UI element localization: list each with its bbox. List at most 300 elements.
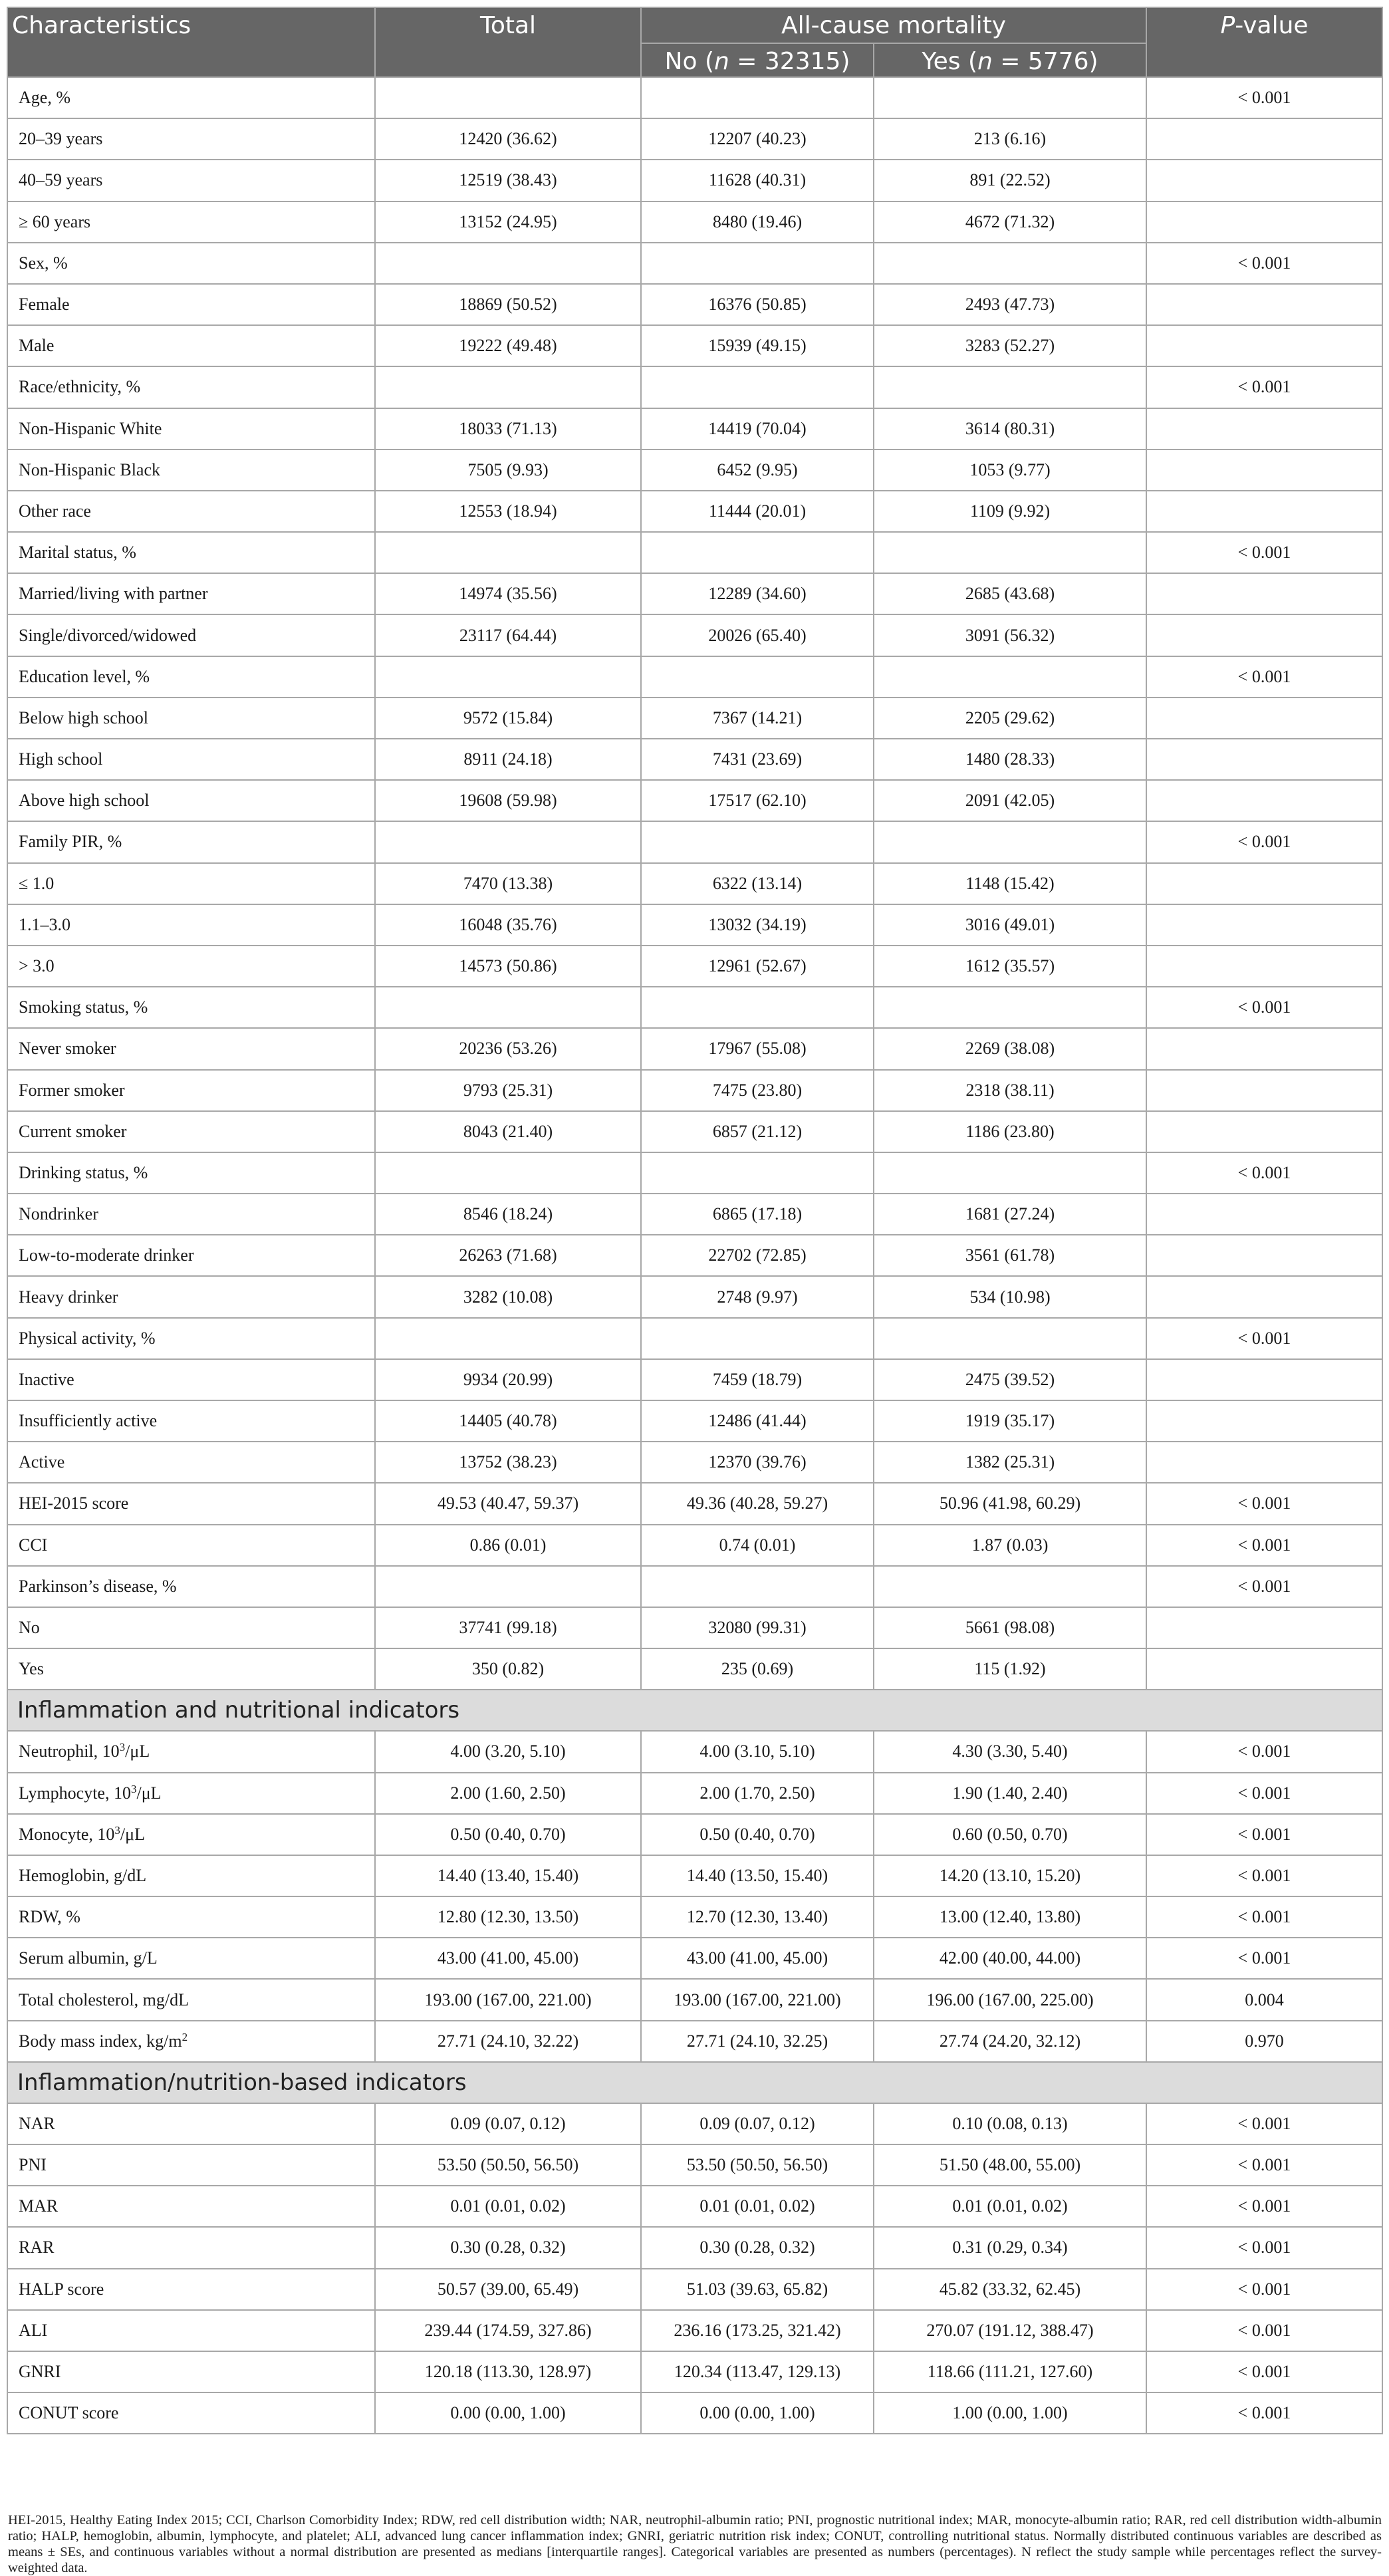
cell-total: 13752 (38.23) bbox=[375, 1442, 641, 1483]
table-row bbox=[7, 1318, 1382, 1359]
table-row bbox=[7, 1276, 1382, 1317]
cell-p-value: < 0.001 bbox=[1146, 2392, 1382, 2434]
cell-no bbox=[641, 1152, 874, 1194]
header-all-cause-mortality: All-cause mortality bbox=[641, 7, 1146, 43]
table-body-based-indicators bbox=[7, 2103, 1382, 2434]
cell-no: 2748 (9.97) bbox=[641, 1276, 874, 1317]
cell-no: 0.30 (0.28, 0.32) bbox=[641, 2227, 874, 2268]
table-row bbox=[7, 1979, 1382, 2020]
cell-total: 350 (0.82) bbox=[375, 1648, 641, 1690]
cell-yes: 1053 (9.77) bbox=[874, 450, 1146, 491]
row-label: PNI bbox=[7, 2144, 375, 2186]
cell-total: 12519 (38.43) bbox=[375, 160, 641, 201]
cell-yes: 1681 (27.24) bbox=[874, 1194, 1146, 1235]
row-label: CONUT score bbox=[7, 2392, 375, 2434]
cell-yes bbox=[874, 987, 1146, 1028]
cell-p-value: < 0.001 bbox=[1146, 2269, 1382, 2310]
cell-yes: 196.00 (167.00, 225.00) bbox=[874, 1979, 1146, 2020]
row-label: Body mass index, $kg/m^2$ bbox=[7, 2021, 375, 2062]
cell-p-value: < 0.001 bbox=[1146, 1855, 1382, 1896]
cell-yes: 5661 (98.08) bbox=[874, 1607, 1146, 1648]
header-total: Total bbox=[375, 7, 641, 77]
row-label: Monocyte, $10^3/\mu L$ bbox=[7, 1814, 375, 1855]
cell-total bbox=[375, 532, 641, 573]
cell-yes: 118.66 (111.21, 127.60) bbox=[874, 2351, 1146, 2392]
table-row bbox=[7, 863, 1382, 904]
table-row bbox=[7, 1648, 1382, 1690]
row-label: Total cholesterol, mg/dL bbox=[7, 1979, 375, 2020]
cell-p-value: < 0.001 bbox=[1146, 987, 1382, 1028]
cell-p-value bbox=[1146, 863, 1382, 904]
cell-yes: 1109 (9.92) bbox=[874, 491, 1146, 532]
cell-total: 50.57 (39.00, 65.49) bbox=[375, 2269, 641, 2310]
table-row bbox=[7, 408, 1382, 450]
row-label: Inactive bbox=[7, 1359, 375, 1400]
cell-p-value: < 0.001 bbox=[1146, 2144, 1382, 2186]
cell-no: 27.71 (24.10, 32.25) bbox=[641, 2021, 874, 2062]
table-row bbox=[7, 118, 1382, 160]
cell-p-value: < 0.001 bbox=[1146, 1773, 1382, 1814]
row-label: Drinking status, % bbox=[7, 1152, 375, 1194]
row-label: Active bbox=[7, 1442, 375, 1483]
table-row bbox=[7, 450, 1382, 491]
cell-total: 0.30 (0.28, 0.32) bbox=[375, 2227, 641, 2268]
cell-no: 193.00 (167.00, 221.00) bbox=[641, 1979, 874, 2020]
cell-total: 12553 (18.94) bbox=[375, 491, 641, 532]
cell-total: 19608 (59.98) bbox=[375, 780, 641, 821]
header-yes: Yes (n = 5776) bbox=[874, 43, 1146, 77]
table-body-inflammation bbox=[7, 1690, 1382, 1731]
cell-yes: 1919 (35.17) bbox=[874, 1400, 1146, 1442]
cell-p-value bbox=[1146, 118, 1382, 160]
table-row bbox=[7, 656, 1382, 698]
cell-yes: 1148 (15.42) bbox=[874, 863, 1146, 904]
cell-total: 27.71 (24.10, 32.22) bbox=[375, 2021, 641, 2062]
cell-total bbox=[375, 987, 641, 1028]
row-label: Above high school bbox=[7, 780, 375, 821]
cell-total: 19222 (49.48) bbox=[375, 325, 641, 366]
cell-yes: 2269 (38.08) bbox=[874, 1028, 1146, 1069]
cell-no bbox=[641, 656, 874, 698]
cell-no: 0.09 (0.07, 0.12) bbox=[641, 2103, 874, 2144]
cell-p-value bbox=[1146, 573, 1382, 614]
cell-total bbox=[375, 1318, 641, 1359]
table-row bbox=[7, 1731, 1382, 1772]
cell-p-value bbox=[1146, 1648, 1382, 1690]
characteristics-table bbox=[7, 7, 1383, 2434]
cell-no: 12961 (52.67) bbox=[641, 946, 874, 987]
cell-no: 12370 (39.76) bbox=[641, 1442, 874, 1483]
cell-no bbox=[641, 532, 874, 573]
row-label: > 3.0 bbox=[7, 946, 375, 987]
cell-p-value: < 0.001 bbox=[1146, 1896, 1382, 1938]
cell-no: 235 (0.69) bbox=[641, 1648, 874, 1690]
cell-p-value: < 0.001 bbox=[1146, 1938, 1382, 1979]
table-row bbox=[7, 987, 1382, 1028]
cell-total: 0.00 (0.00, 1.00) bbox=[375, 2392, 641, 2434]
cell-no: 17517 (62.10) bbox=[641, 780, 874, 821]
cell-total: 13152 (24.95) bbox=[375, 201, 641, 243]
row-label: High school bbox=[7, 739, 375, 780]
cell-no: 16376 (50.85) bbox=[641, 284, 874, 325]
cell-yes: 13.00 (12.40, 13.80) bbox=[874, 1896, 1146, 1938]
cell-yes bbox=[874, 532, 1146, 573]
cell-p-value bbox=[1146, 1442, 1382, 1483]
table-row bbox=[7, 2103, 1382, 2144]
cell-no: 12289 (34.60) bbox=[641, 573, 874, 614]
cell-p-value bbox=[1146, 325, 1382, 366]
row-label: Single/divorced/widowed bbox=[7, 614, 375, 656]
cell-no: 13032 (34.19) bbox=[641, 904, 874, 946]
table-row bbox=[7, 1525, 1382, 1566]
table-row bbox=[7, 2269, 1382, 2310]
table-body-indicators bbox=[7, 1731, 1382, 2062]
table-row bbox=[7, 1814, 1382, 1855]
cell-p-value: < 0.001 bbox=[1146, 1814, 1382, 1855]
row-label: GNRI bbox=[7, 2351, 375, 2392]
cell-yes: 1186 (23.80) bbox=[874, 1111, 1146, 1152]
table-row bbox=[7, 1607, 1382, 1648]
row-label: Lymphocyte, $10^3/\mu L$ bbox=[7, 1773, 375, 1814]
cell-total: 9572 (15.84) bbox=[375, 698, 641, 739]
cell-yes: 1480 (28.33) bbox=[874, 739, 1146, 780]
row-label: Age, % bbox=[7, 77, 375, 118]
cell-p-value bbox=[1146, 491, 1382, 532]
cell-total: 193.00 (167.00, 221.00) bbox=[375, 1979, 641, 2020]
cell-yes: 1612 (35.57) bbox=[874, 946, 1146, 987]
row-label: ALI bbox=[7, 2310, 375, 2351]
cell-no: 236.16 (173.25, 321.42) bbox=[641, 2310, 874, 2351]
cell-p-value: < 0.001 bbox=[1146, 1152, 1382, 1194]
row-label: Education level, % bbox=[7, 656, 375, 698]
cell-no: 7367 (14.21) bbox=[641, 698, 874, 739]
cell-no: 6857 (21.12) bbox=[641, 1111, 874, 1152]
cell-total: 14.40 (13.40, 15.40) bbox=[375, 1855, 641, 1896]
cell-no bbox=[641, 77, 874, 118]
cell-yes: 0.31 (0.29, 0.34) bbox=[874, 2227, 1146, 2268]
cell-total: 26263 (71.68) bbox=[375, 1235, 641, 1276]
table-body-demographics bbox=[7, 77, 1382, 1690]
table-row bbox=[7, 1400, 1382, 1442]
table-row bbox=[7, 904, 1382, 946]
cell-total: 3282 (10.08) bbox=[375, 1276, 641, 1317]
cell-yes: 2475 (39.52) bbox=[874, 1359, 1146, 1400]
table-row bbox=[7, 739, 1382, 780]
cell-total: 43.00 (41.00, 45.00) bbox=[375, 1938, 641, 1979]
table-row bbox=[7, 284, 1382, 325]
cell-no: 4.00 (3.10, 5.10) bbox=[641, 1731, 874, 1772]
row-label: HEI-2015 score bbox=[7, 1483, 375, 1524]
cell-p-value: < 0.001 bbox=[1146, 1483, 1382, 1524]
table-row bbox=[7, 1773, 1382, 1814]
cell-total: 49.53 (40.47, 59.37) bbox=[375, 1483, 641, 1524]
table-footnote: HEI-2015, Healthy Eating Index 2015; CCI, Charlson Comorbidity Index; RDW, red cell distribution width; NAR, neutrophil-albumin ratio; PNI, prognostic nutritional index; MAR, monocyte-albumin ratio; RAR, red cell distribution width-albumin ratio; HALP, hemoglobin, albumin, lymphocyte, and platelet; ALI, advanced lung cancer inflammation index; GNRI, geriatric nutrition risk index; CONUT, controlling nutritional status. Normally distributed continuous variables are described as means ± SEs, and continuous variables without a normal distribution are presented as medians [interquartile ranges]. Categorical variables are presented as numbers (percentages). N reflect the study sample while percentages reflect the survey-weighted data. bbox=[8, 2513, 1382, 2575]
cell-p-value bbox=[1146, 904, 1382, 946]
cell-no: 20026 (65.40) bbox=[641, 614, 874, 656]
cell-no: 0.00 (0.00, 1.00) bbox=[641, 2392, 874, 2434]
table-body-section3-header bbox=[7, 2062, 1382, 2103]
cell-p-value: < 0.001 bbox=[1146, 1318, 1382, 1359]
cell-p-value: < 0.001 bbox=[1146, 2103, 1382, 2144]
row-label: Race/ethnicity, % bbox=[7, 366, 375, 408]
cell-yes: 14.20 (13.10, 15.20) bbox=[874, 1855, 1146, 1896]
cell-p-value bbox=[1146, 739, 1382, 780]
cell-no bbox=[641, 1318, 874, 1359]
cell-p-value bbox=[1146, 1276, 1382, 1317]
cell-yes bbox=[874, 1152, 1146, 1194]
table-row bbox=[7, 160, 1382, 201]
cell-no: 7475 (23.80) bbox=[641, 1070, 874, 1111]
cell-total: 18869 (50.52) bbox=[375, 284, 641, 325]
row-label: Marital status, % bbox=[7, 532, 375, 573]
header-characteristics: Characteristics bbox=[7, 7, 375, 77]
cell-no: 12.70 (12.30, 13.40) bbox=[641, 1896, 874, 1938]
cell-no: 6865 (17.18) bbox=[641, 1194, 874, 1235]
cell-yes: 115 (1.92) bbox=[874, 1648, 1146, 1690]
cell-yes: 4.30 (3.30, 5.40) bbox=[874, 1731, 1146, 1772]
cell-no: 6322 (13.14) bbox=[641, 863, 874, 904]
table-row bbox=[7, 573, 1382, 614]
cell-total: 0.09 (0.07, 0.12) bbox=[375, 2103, 641, 2144]
table-row bbox=[7, 1028, 1382, 1069]
row-label: Former smoker bbox=[7, 1070, 375, 1111]
cell-yes: 1.90 (1.40, 2.40) bbox=[874, 1773, 1146, 1814]
cell-p-value: 0.004 bbox=[1146, 1979, 1382, 2020]
table-row bbox=[7, 1855, 1382, 1896]
cell-yes: 891 (22.52) bbox=[874, 160, 1146, 201]
row-label: HALP score bbox=[7, 2269, 375, 2310]
row-label: No bbox=[7, 1607, 375, 1648]
cell-p-value: < 0.001 bbox=[1146, 2351, 1382, 2392]
cell-no: 8480 (19.46) bbox=[641, 201, 874, 243]
cell-p-value: < 0.001 bbox=[1146, 366, 1382, 408]
row-label: CCI bbox=[7, 1525, 375, 1566]
cell-p-value bbox=[1146, 1607, 1382, 1648]
row-label: Low-to-moderate drinker bbox=[7, 1235, 375, 1276]
cell-p-value: < 0.001 bbox=[1146, 656, 1382, 698]
cell-total: 7470 (13.38) bbox=[375, 863, 641, 904]
cell-p-value: < 0.001 bbox=[1146, 1731, 1382, 1772]
table-row bbox=[7, 201, 1382, 243]
row-label: Sex, % bbox=[7, 243, 375, 284]
cell-total: 14974 (35.56) bbox=[375, 573, 641, 614]
table-row bbox=[7, 2310, 1382, 2351]
row-label: Serum albumin, g/L bbox=[7, 1938, 375, 1979]
cell-yes: 2318 (38.11) bbox=[874, 1070, 1146, 1111]
cell-yes: 3283 (52.27) bbox=[874, 325, 1146, 366]
table-row bbox=[7, 366, 1382, 408]
cell-yes: 2685 (43.68) bbox=[874, 573, 1146, 614]
cell-total: 8546 (18.24) bbox=[375, 1194, 641, 1235]
cell-total: 7505 (9.93) bbox=[375, 450, 641, 491]
cell-no: 0.01 (0.01, 0.02) bbox=[641, 2186, 874, 2227]
row-label: Physical activity, % bbox=[7, 1318, 375, 1359]
cell-p-value bbox=[1146, 946, 1382, 987]
row-label: Non-Hispanic Black bbox=[7, 450, 375, 491]
table-row bbox=[7, 2021, 1382, 2062]
cell-yes: 1382 (25.31) bbox=[874, 1442, 1146, 1483]
row-label: Heavy drinker bbox=[7, 1276, 375, 1317]
cell-p-value bbox=[1146, 1194, 1382, 1235]
cell-p-value bbox=[1146, 1359, 1382, 1400]
cell-yes: 0.60 (0.50, 0.70) bbox=[874, 1814, 1146, 1855]
cell-yes: 4672 (71.32) bbox=[874, 201, 1146, 243]
row-label: ≥ 60 years bbox=[7, 201, 375, 243]
cell-no bbox=[641, 243, 874, 284]
cell-no: 12486 (41.44) bbox=[641, 1400, 874, 1442]
cell-p-value bbox=[1146, 201, 1382, 243]
cell-no: 0.50 (0.40, 0.70) bbox=[641, 1814, 874, 1855]
section-title-inflammation: Inflammation and nutritional indicators bbox=[7, 1690, 1382, 1731]
cell-total bbox=[375, 77, 641, 118]
row-label: MAR bbox=[7, 2186, 375, 2227]
cell-total: 9934 (20.99) bbox=[375, 1359, 641, 1400]
cell-yes: 1.00 (0.00, 1.00) bbox=[874, 2392, 1146, 2434]
header-no: No (n = 32315) bbox=[641, 43, 874, 77]
cell-no: 15939 (49.15) bbox=[641, 325, 874, 366]
cell-total bbox=[375, 1152, 641, 1194]
table-row bbox=[7, 532, 1382, 573]
table-row bbox=[7, 1566, 1382, 1607]
cell-yes: 3016 (49.01) bbox=[874, 904, 1146, 946]
row-label: Nondrinker bbox=[7, 1194, 375, 1235]
cell-no: 120.34 (113.47, 129.13) bbox=[641, 2351, 874, 2392]
row-label: Parkinson’s disease, % bbox=[7, 1566, 375, 1607]
table-row bbox=[7, 614, 1382, 656]
table-container bbox=[7, 7, 1382, 2434]
section-title-based-indicators: Inflammation/nutrition-based indicators bbox=[7, 2062, 1382, 2103]
cell-p-value bbox=[1146, 1235, 1382, 1276]
cell-p-value bbox=[1146, 1028, 1382, 1069]
row-label: Female bbox=[7, 284, 375, 325]
table-row bbox=[7, 1938, 1382, 1979]
cell-p-value: < 0.001 bbox=[1146, 1566, 1382, 1607]
cell-total: 120.18 (113.30, 128.97) bbox=[375, 2351, 641, 2392]
cell-p-value bbox=[1146, 1111, 1382, 1152]
cell-yes: 50.96 (41.98, 60.29) bbox=[874, 1483, 1146, 1524]
cell-total: 14405 (40.78) bbox=[375, 1400, 641, 1442]
cell-yes: 51.50 (48.00, 55.00) bbox=[874, 2144, 1146, 2186]
cell-total bbox=[375, 243, 641, 284]
row-label: Non-Hispanic White bbox=[7, 408, 375, 450]
cell-total: 12.80 (12.30, 13.50) bbox=[375, 1896, 641, 1938]
cell-no: 14419 (70.04) bbox=[641, 408, 874, 450]
cell-no: 12207 (40.23) bbox=[641, 118, 874, 160]
cell-p-value bbox=[1146, 160, 1382, 201]
header-p-value: P-value bbox=[1146, 7, 1382, 77]
cell-no: 11444 (20.01) bbox=[641, 491, 874, 532]
cell-total: 2.00 (1.60, 2.50) bbox=[375, 1773, 641, 1814]
cell-total bbox=[375, 1566, 641, 1607]
cell-p-value bbox=[1146, 1070, 1382, 1111]
row-label: 20–39 years bbox=[7, 118, 375, 160]
row-label: Below high school bbox=[7, 698, 375, 739]
table-row bbox=[7, 1483, 1382, 1524]
row-label: RDW, % bbox=[7, 1896, 375, 1938]
cell-total: 12420 (36.62) bbox=[375, 118, 641, 160]
cell-no: 7459 (18.79) bbox=[641, 1359, 874, 1400]
cell-yes: 534 (10.98) bbox=[874, 1276, 1146, 1317]
cell-total: 239.44 (174.59, 327.86) bbox=[375, 2310, 641, 2351]
cell-p-value: < 0.001 bbox=[1146, 2310, 1382, 2351]
table-row bbox=[7, 491, 1382, 532]
cell-total: 8043 (21.40) bbox=[375, 1111, 641, 1152]
cell-yes: 42.00 (40.00, 44.00) bbox=[874, 1938, 1146, 1979]
cell-no: 14.40 (13.50, 15.40) bbox=[641, 1855, 874, 1896]
table-row bbox=[7, 1152, 1382, 1194]
table-row bbox=[7, 1896, 1382, 1938]
cell-p-value bbox=[1146, 614, 1382, 656]
cell-total: 8911 (24.18) bbox=[375, 739, 641, 780]
table-row bbox=[7, 1194, 1382, 1235]
table-row bbox=[7, 325, 1382, 366]
section-row bbox=[7, 1690, 1382, 1731]
row-label: Neutrophil, $10^3/\mu L$ bbox=[7, 1731, 375, 1772]
cell-p-value: < 0.001 bbox=[1146, 2227, 1382, 2268]
row-label: Smoking status, % bbox=[7, 987, 375, 1028]
section-row bbox=[7, 2062, 1382, 2103]
cell-yes: 270.07 (191.12, 388.47) bbox=[874, 2310, 1146, 2351]
cell-no: 32080 (99.31) bbox=[641, 1607, 874, 1648]
cell-p-value bbox=[1146, 780, 1382, 821]
cell-total: 0.86 (0.01) bbox=[375, 1525, 641, 1566]
cell-p-value bbox=[1146, 698, 1382, 739]
cell-no: 17967 (55.08) bbox=[641, 1028, 874, 1069]
cell-yes: 0.10 (0.08, 0.13) bbox=[874, 2103, 1146, 2144]
cell-no: 6452 (9.95) bbox=[641, 450, 874, 491]
row-label: 1.1–3.0 bbox=[7, 904, 375, 946]
cell-total: 20236 (53.26) bbox=[375, 1028, 641, 1069]
cell-no: 51.03 (39.63, 65.82) bbox=[641, 2269, 874, 2310]
row-label: Hemoglobin, g/dL bbox=[7, 1855, 375, 1896]
cell-total: 37741 (99.18) bbox=[375, 1607, 641, 1648]
cell-total bbox=[375, 366, 641, 408]
cell-no: 43.00 (41.00, 45.00) bbox=[641, 1938, 874, 1979]
cell-yes: 2493 (47.73) bbox=[874, 284, 1146, 325]
table-row bbox=[7, 243, 1382, 284]
cell-p-value: < 0.001 bbox=[1146, 77, 1382, 118]
cell-yes: 2091 (42.05) bbox=[874, 780, 1146, 821]
cell-no bbox=[641, 987, 874, 1028]
row-label: 40–59 years bbox=[7, 160, 375, 201]
cell-yes: 0.01 (0.01, 0.02) bbox=[874, 2186, 1146, 2227]
row-label: Male bbox=[7, 325, 375, 366]
table-row bbox=[7, 946, 1382, 987]
table-row bbox=[7, 698, 1382, 739]
cell-yes: 1.87 (0.03) bbox=[874, 1525, 1146, 1566]
table-header bbox=[7, 7, 1382, 77]
cell-p-value bbox=[1146, 408, 1382, 450]
cell-total: 23117 (64.44) bbox=[375, 614, 641, 656]
table-row bbox=[7, 2186, 1382, 2227]
cell-total: 9793 (25.31) bbox=[375, 1070, 641, 1111]
cell-p-value: < 0.001 bbox=[1146, 1525, 1382, 1566]
cell-yes: 45.82 (33.32, 62.45) bbox=[874, 2269, 1146, 2310]
cell-p-value: < 0.001 bbox=[1146, 243, 1382, 284]
cell-no bbox=[641, 366, 874, 408]
cell-yes bbox=[874, 821, 1146, 862]
table-row bbox=[7, 1359, 1382, 1400]
row-label: NAR bbox=[7, 2103, 375, 2144]
cell-yes: 3614 (80.31) bbox=[874, 408, 1146, 450]
table-row bbox=[7, 2144, 1382, 2186]
row-label: Never smoker bbox=[7, 1028, 375, 1069]
row-label: Married/living with partner bbox=[7, 573, 375, 614]
table-row bbox=[7, 1442, 1382, 1483]
cell-total: 18033 (71.13) bbox=[375, 408, 641, 450]
row-label: Other race bbox=[7, 491, 375, 532]
table-row bbox=[7, 780, 1382, 821]
